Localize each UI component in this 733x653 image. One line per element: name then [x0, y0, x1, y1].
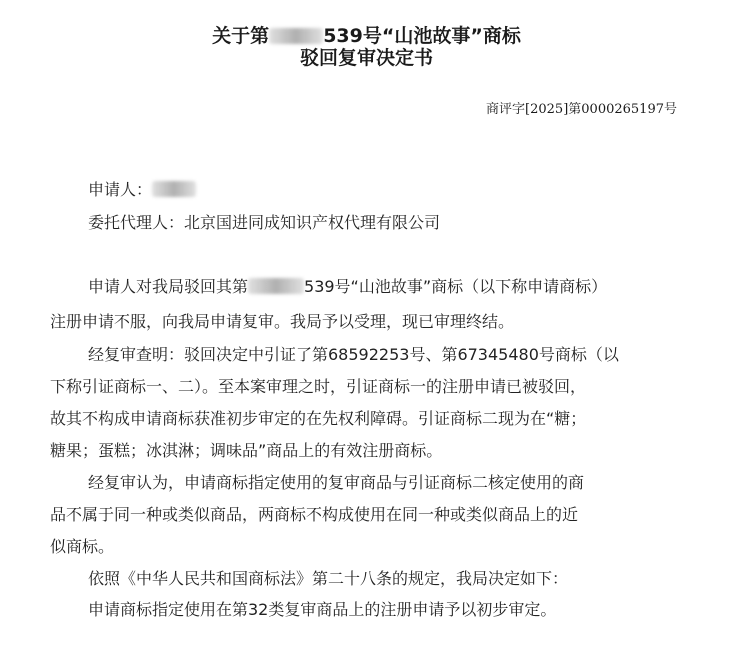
p2-line4: 糖果；蛋糕；冰淇淋；调味品”商品上的有效注册商标。	[50, 441, 443, 460]
document-number: 商评字[2025]第0000265197号	[486, 102, 677, 117]
p3-line3: 似商标。	[50, 537, 115, 556]
p2-line1: 经复审查明：驳回决定中引证了第68592253号、第67345480号商标（以	[88, 345, 619, 364]
p1-line1-suffix: 539号“山池故事”商标（以下称申请商标）	[304, 277, 608, 296]
p2-line2: 下称引证商标一、二）。至本案审理之时，引证商标一的注册申请已被驳回，	[50, 377, 587, 396]
applicant-line	[88, 180, 196, 200]
p4-line1: 依照《中华人民共和国商标法》第二十八条的规定，我局决定如下：	[88, 569, 569, 588]
document-title	[0, 24, 733, 48]
p1-line1-prefix: 申请人对我局驳回其第	[88, 277, 249, 296]
p2-line3: 故其不构成申请商标获准初步审定的在先权利障碍。引证商标二现为在“糖；	[50, 409, 587, 428]
p1-line1	[88, 277, 607, 297]
redacted-applicant-name	[152, 181, 196, 197]
p1-line2: 注册申请不服，向我局申请复审。我局予以受理，现已审理终结。	[50, 312, 515, 331]
applicant-label: 申请人：	[88, 180, 153, 199]
title-suffix: 539号“山池故事”商标	[323, 25, 521, 47]
p5-line1: 申请商标指定使用在第32类复审商品上的注册申请予以初步审定。	[88, 600, 557, 619]
title-prefix: 关于第	[212, 25, 270, 47]
p3-line1: 经复审认为，申请商标指定使用的复审商品与引证商标二核定使用的商	[88, 473, 585, 492]
redacted-application-number	[269, 28, 323, 44]
redacted-application-number-body	[248, 278, 304, 294]
p3-line2: 品不属于同一种或类似商品，两商标不构成使用在同一种或类似商品上的近	[50, 505, 579, 524]
document-title-line2: 驳回复审决定书	[299, 47, 433, 69]
agent-line: 委托代理人：北京国进同成知识产权代理有限公司	[88, 213, 441, 232]
